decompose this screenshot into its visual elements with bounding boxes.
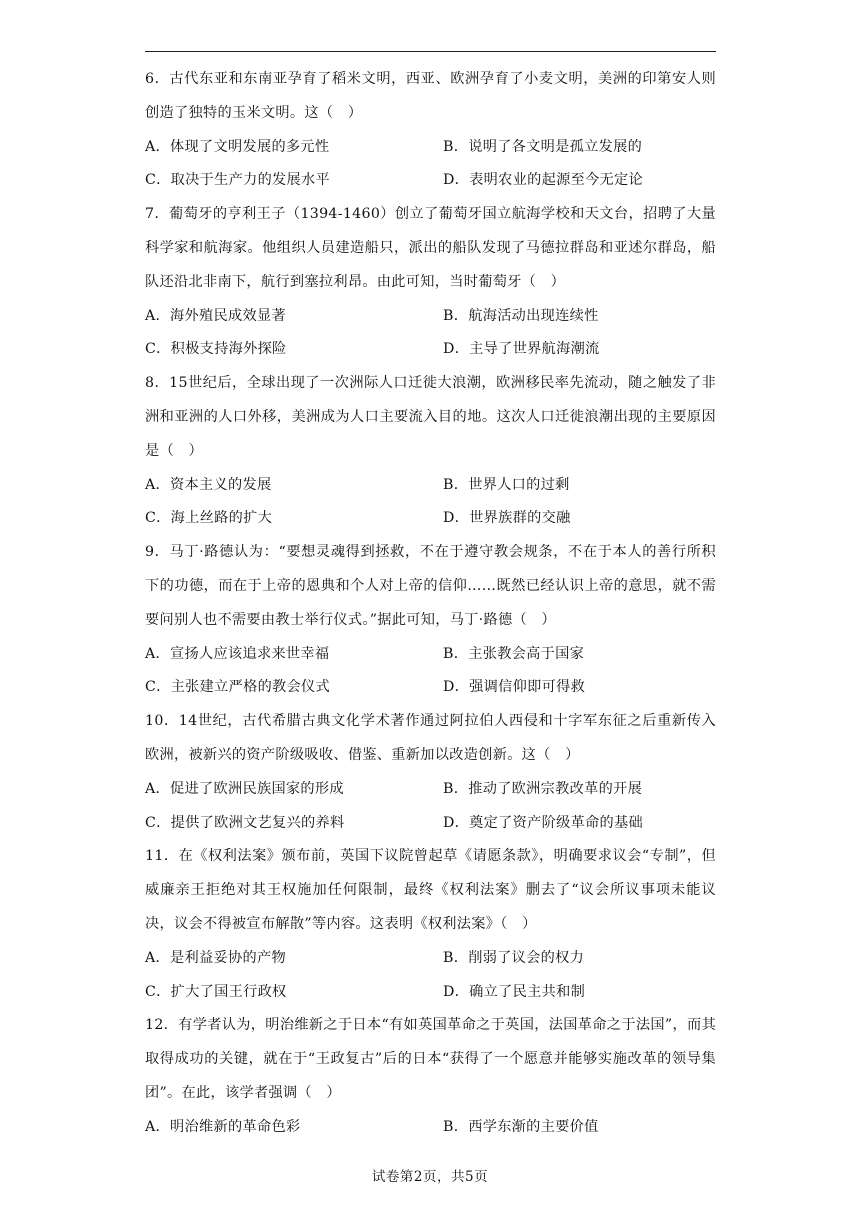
question-text: 8．15世纪后，全球出现了一次洲际人口迁徙大浪潮，欧洲移民率先流动，随之触发了非洲和亚洲的人口外移，美洲成为人口主要流入目的地。这次人口迁徙浪潮出现的主要原因是（ ） [145,375,716,459]
option-grid [145,131,716,199]
option-a[interactable]: A．是利益妥协的产物 [145,949,286,966]
option-c[interactable]: C．海上丝路的扩大 [145,510,273,527]
header-rule [145,51,716,52]
option-d[interactable]: D．世界族群的交融 [443,510,571,527]
question-9 [145,536,716,705]
question-text: 7．葡萄牙的亨利王子（1394-1460）创立了葡萄牙国立航海学校和天文台，招聘了大量科学家和航海家。他组织人员建造船只，派出的船队发现了马德拉群岛和亚述尔群岛，船队还沿北非南下，航行到塞拉利昂。由此可知，当时葡萄牙（ ） [145,206,716,290]
option-b[interactable]: B．削弱了议会的权力 [443,949,585,966]
option-d[interactable]: D．确立了民主共和制 [443,983,586,1000]
option-c[interactable]: C．提供了欧洲文艺复兴的养料 [145,814,345,831]
option-b[interactable]: B．西学东渐的主要价值 [443,1118,599,1135]
page-footer: 试卷第2页，共5页 [371,1169,489,1185]
option-c[interactable]: C．扩大了国王行政权 [145,983,287,1000]
option-c[interactable]: C．取决于生产力的发展水平 [145,172,331,189]
option-a[interactable]: A．资本主义的发展 [145,476,272,493]
option-d[interactable]: D．主导了世界航海潮流 [443,341,600,358]
option-c[interactable]: C．积极支持海外探险 [145,341,287,358]
option-grid [145,1111,716,1145]
option-a[interactable]: A．体现了文明发展的多元性 [145,138,330,155]
question-12 [145,1009,716,1144]
question-11 [145,840,716,1009]
option-b[interactable]: B．航海活动出现连续性 [443,307,599,324]
option-a[interactable]: A．促进了欧洲民族国家的形成 [145,780,344,797]
question-6 [145,63,716,198]
question-list [145,63,716,1145]
question-text: 9．马丁·路德认为：“要想灵魂得到拯救，不在于遵守教会规条，不在于本人的善行所积下的功德，而在于上帝的恩典和个人对上帝的信仰……既然已经认识上帝的意思，就不需要问别人也不需要由教士举行仪式。”据此可知，马丁·路德（ ） [145,544,716,628]
option-grid [145,638,716,706]
option-d[interactable]: D．表明农业的起源至今无定论 [443,172,644,189]
option-a[interactable]: A．明治维新的革命色彩 [145,1118,301,1135]
option-b[interactable]: B．推动了欧洲宗教改革的开展 [443,780,643,797]
option-grid [145,773,716,841]
option-c[interactable]: C．主张建立严格的教会仪式 [145,679,331,696]
option-d[interactable]: D．强调信仰即可得救 [443,679,586,696]
option-grid [145,300,716,368]
option-a[interactable]: A．宣扬人应该追求来世幸福 [145,645,330,662]
option-b[interactable]: B．世界人口的过剩 [443,476,570,493]
option-grid [145,469,716,537]
question-7 [145,198,716,367]
question-text: 6．古代东亚和东南亚孕育了稻米文明，西亚、欧洲孕育了小麦文明，美洲的印第安人则创造了独特的玉米文明。这（ ） [145,71,716,121]
question-8 [145,367,716,536]
option-d[interactable]: D．奠定了资产阶级革命的基础 [443,814,644,831]
question-text: 11．在《权利法案》颁布前，英国下议院曾起草《请愿条款》，明确要求议会“专制”，但威廉亲王拒绝对其王权施加任何限制，最终《权利法案》删去了“议会所议事项未能议决，议会不得被宣布解散”等内容。这表明《权利法案》（ ） [145,848,716,932]
question-text: 12．有学者认为，明治维新之于日本“有如英国革命之于英国，法国革命之于法国”，而其取得成功的关键，就在于“王政复古”后的日本“获得了一个愿意并能够实施改革的领导集团”。在此，该学者强调（ ） [145,1017,716,1101]
question-text: 10．14世纪，古代希腊古典文化学术著作通过阿拉伯人西侵和十字军东征之后重新传入欧洲，被新兴的资产阶级吸收、借鉴、重新加以改造创新。这（ ） [145,713,716,763]
option-b[interactable]: B．主张教会高于国家 [443,645,585,662]
option-grid [145,942,716,1010]
option-b[interactable]: B．说明了各文明是孤立发展的 [443,138,643,155]
option-a[interactable]: A．海外殖民成效显著 [145,307,286,324]
question-10 [145,705,716,840]
